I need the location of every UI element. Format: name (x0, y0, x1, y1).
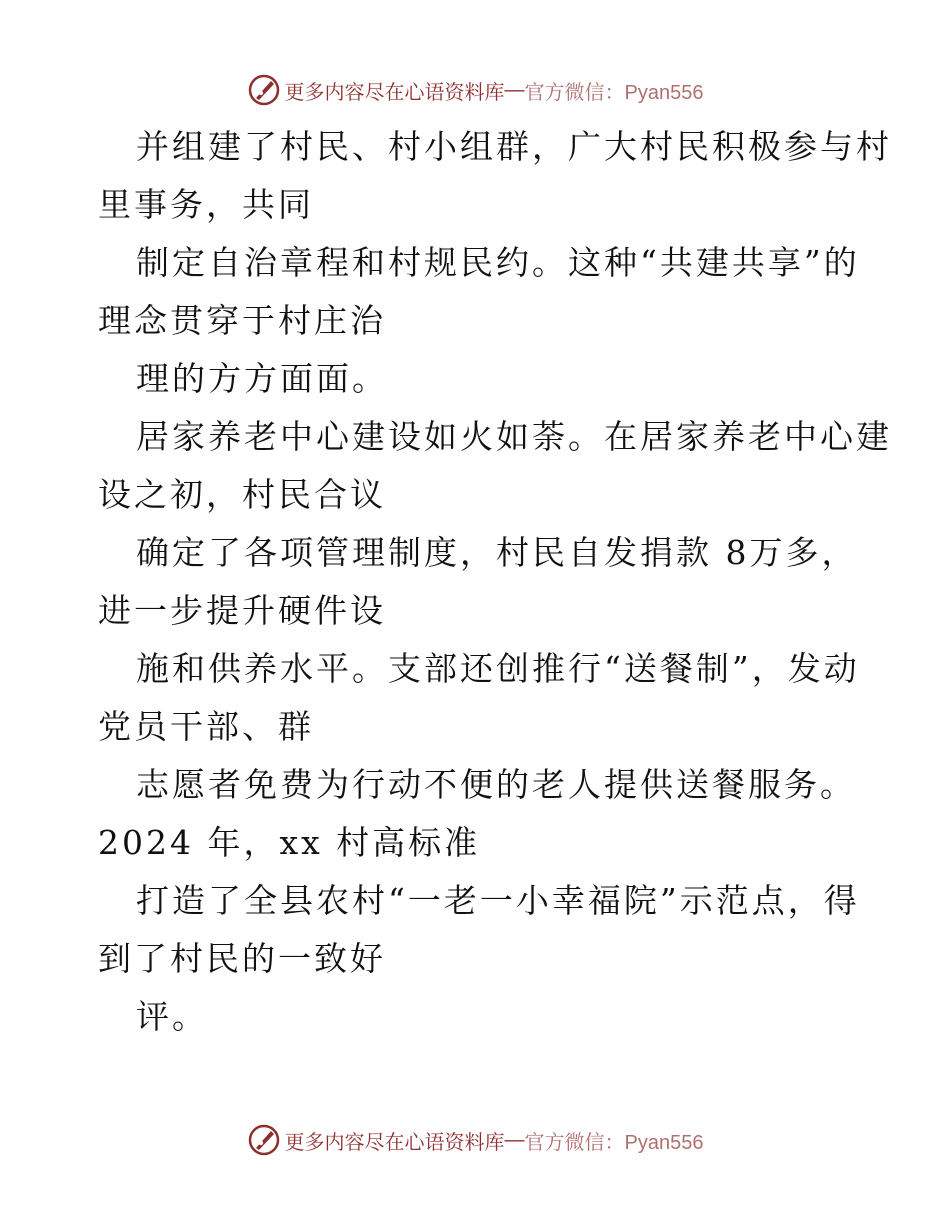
text-line: 进一步提升硬件设 (98, 591, 386, 630)
text-line: 设之初，村民合议 (98, 475, 386, 514)
text-line: 打造了全县农村“一老一小幸福院”示范点，得 (136, 881, 860, 920)
banner-separator: — (504, 1128, 525, 1151)
banner-wechat-text: 官方微信：Pyan556 (524, 81, 704, 104)
text-line: 居家养老中心建设如火如荼。在居家养老中心建 (136, 417, 892, 456)
banner-site-text: 更多内容尽在心语资料库 (284, 1129, 505, 1154)
header-banner (0, 70, 950, 110)
text-line: 施和供养水平。支部还创推行“送餐制”，发动 (136, 649, 860, 688)
text-line: 并组建了村民、村小组群，广大村民积极参与村 (136, 127, 892, 166)
footer-banner (0, 1120, 950, 1160)
quill-pen-circle-icon (247, 73, 281, 107)
text-line: 到了村民的一致好 (98, 939, 386, 978)
banner-wechat-text: 官方微信：Pyan556 (524, 1131, 704, 1154)
text-line: 评。 (136, 997, 208, 1036)
text-line: 里事务，共同 (98, 185, 314, 224)
text-line: 制定自治章程和村规民约。这种“共建共享”的 (136, 243, 860, 282)
banner-separator: — (504, 78, 525, 101)
banner-site-text: 更多内容尽在心语资料库 (284, 79, 505, 104)
text-line: 理念贯穿于村庄治 (98, 301, 386, 340)
text-line: 2024 年，xx 村高标准 (98, 823, 481, 862)
text-line: 志愿者免费为行动不便的老人提供送餐服务。 (136, 765, 856, 804)
text-line: 党员干部、群 (98, 707, 314, 746)
text-line: 确定了各项管理制度，村民自发捐款 8万多， (136, 533, 858, 572)
quill-pen-circle-icon (247, 1123, 281, 1157)
document-body (98, 118, 892, 1046)
text-line: 理的方方面面。 (136, 359, 388, 398)
